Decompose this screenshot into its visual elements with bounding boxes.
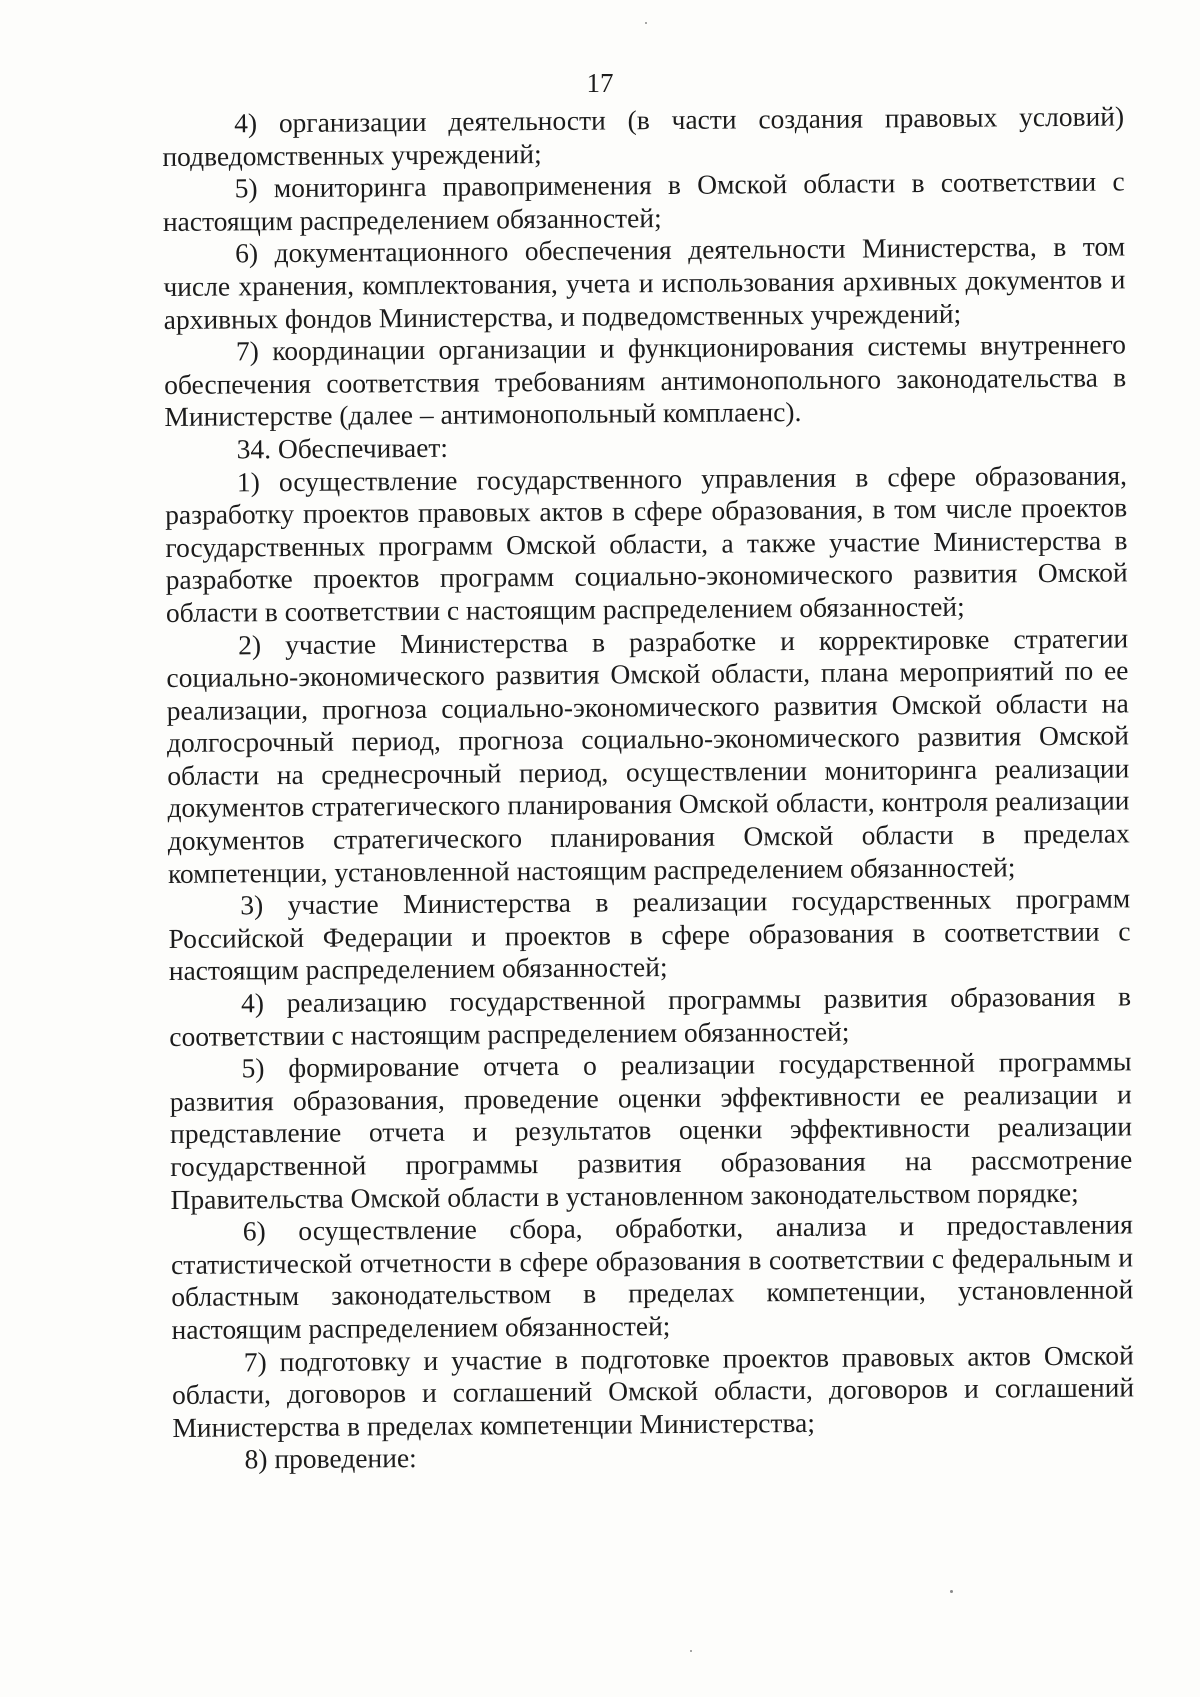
page-number: 17 [586, 68, 614, 98]
paragraph-34-8: 8) проведение: [244, 1442, 417, 1475]
section-34-heading: 34. Обеспечивает: [236, 431, 449, 465]
paragraph-item-5-monitoring: 5) мониторинга правоприменения в Омской области в соответствии с настоящим распределением обязанностей; [162, 165, 1125, 237]
scan-speck [645, 22, 647, 24]
paragraph-34-5: 5) формирование отчета о реализации государственной программы развития образования, проведение оценки эффективности ее реализации и представление отчета и результатов оценки эффективности реализации государственной программы развития образования на рассмотрение Правительства Омской области в установленном законодательством порядке; [169, 1045, 1133, 1215]
paragraph-34-6: 6) осуществление сбора, обработки, анализа и предоставления статистической отчетности в сфере образования в соответствии с федеральным и областным законодательством в пределах компетенции, установленной настоящим распределением обязанностей; [170, 1208, 1134, 1345]
paragraph-item-7-compliance: 7) координации организации и функционирования системы внутреннего обеспечения соответствия требованиям антимонопольного законодательства в Министерстве (далее – антимонопольный комплаенс). [164, 328, 1127, 433]
paragraph-34-7: 7) подготовку и участие в подготовке проектов правовых актов Омской области, договоров и соглашений Омской области, договоров и соглашений Министерства в пределах компетенции Министерства; [171, 1338, 1135, 1443]
scan-speck [690, 1650, 692, 1652]
paragraph-item-6-documentation: 6) документационного обеспечения деятельности Министерства, в том числе хранения, комплектования, учета и использования архивных документов и архивных фондов Министерства, и подведомственных учреждений; [163, 230, 1126, 335]
paragraph-34-1: 1) осуществление государственного управления в сфере образования, разработку проектов правовых актов в сфере образования, в том числе проектов государственных программ Омской области, а также участие Министерства в разработке проектов программ социально-экономического развития Омской области в соответствии с настоящим распределением обязанностей; [165, 458, 1128, 628]
paragraph-34-2: 2) участие Министерства в разработке и корректировке стратегии социально-экономического развития Омской области, плана мероприятий по ее реализации, прогноза социально-экономического развития Омской области на долгосрочный период, прогноза социально-экономического развития Омской области на среднесрочный период, осуществлении мониторинга реализации документов стратегического планирования Омской области, контроля реализации документов стратегического планирования Омской области в пределах компетенции, установленной настоящим распределением обязанностей; [166, 621, 1130, 889]
paragraph-item-4-organization: 4) организации деятельности (в части создания правовых условий) подведомственных учреждений; [162, 100, 1125, 172]
scan-speck [950, 1590, 953, 1593]
paragraph-34-3: 3) участие Министерства в реализации государственных программ Российской Федерации и проектов в сфере образования в соответствии с настоящим распределением обязанностей; [168, 882, 1131, 987]
body-text [162, 100, 1135, 1476]
paragraph-34-4: 4) реализацию государственной программы развития образования в соответствии с настоящим распределением обязанностей; [169, 980, 1132, 1052]
